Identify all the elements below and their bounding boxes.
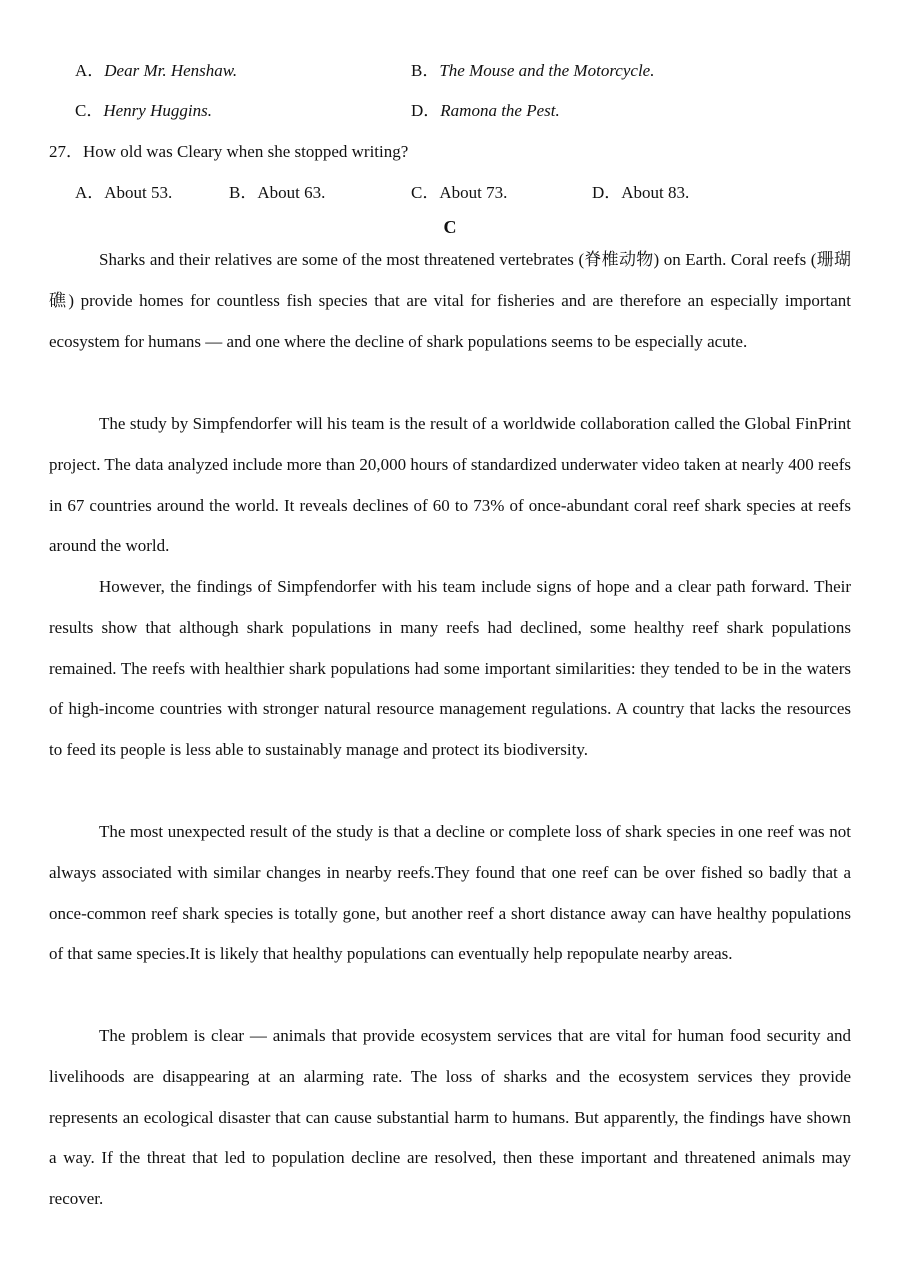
passage-paragraph-2: The study by Simpfendorfer will his team is the result of a worldwide collaboration called the Global FinPrint project. The data analyzed include more than 20,000 hours of standardized underwater video taken at nearly 400 reefs in 67 countries around the world. It reveals declines of 60 to 73% of once-abundant coral reef shark species at reefs around the world. xyxy=(49,414,851,556)
option-letter: A． xyxy=(75,61,105,80)
q26-option-d xyxy=(411,99,560,123)
q27-option-c: C．About 73. xyxy=(411,183,508,202)
passage-paragraph-1: Sharks and their relatives are some of the most threatened vertebrates (脊椎动物) on Earth. Coral reefs (珊瑚礁) provide homes for countless fish species that are vital for fisheries and are therefore an especially important ecosystem for humans — and one where the decline of shark populations seems to be especially acute. xyxy=(49,250,851,351)
option-letter: B． xyxy=(411,61,440,80)
section-heading: C xyxy=(443,217,457,237)
option-text: Dear Mr. Henshaw. xyxy=(104,61,238,80)
q27-option-b: B．About 63. xyxy=(229,183,326,202)
passage-paragraph-3: However, the findings of Simpfendorfer with his team include signs of hope and a clear path forward. Their results show that although shark populations in many reefs had declined, some healthy reef shark populations remained. The reefs with healthier shark populations had some important similarities: they tended to be in the waters of high-income countries with stronger natural resource management regulations. A country that lacks the resources to feed its people is less able to sustainably manage and protect its biodiversity. xyxy=(49,577,851,760)
option-text: Ramona the Pest. xyxy=(440,101,560,120)
option-letter: D． xyxy=(411,101,441,120)
q27-stem: 27．How old was Cleary when she stopped writing? xyxy=(49,142,409,161)
q27-option-a: A．About 53. xyxy=(75,183,173,202)
q26-option-b xyxy=(411,59,654,83)
option-text: The Mouse and the Motorcycle. xyxy=(439,61,655,80)
passage-paragraph-5: The problem is clear — animals that provide ecosystem services that are vital for human food security and livelihoods are disappearing at an alarming rate. The loss of sharks and the ecosystem services they provide represents an ecological disaster that can cause substantial harm to humans. But apparently, the findings have shown a way. If the threat that led to population decline are resolved, then these important and threatened animals may recover. xyxy=(49,1026,851,1209)
option-letter: C． xyxy=(75,101,104,120)
option-text: Henry Huggins. xyxy=(103,101,212,120)
q27-option-d: D．About 83. xyxy=(592,183,690,202)
q26-option-a xyxy=(75,59,237,83)
q26-option-c xyxy=(75,99,212,123)
passage-paragraph-4: The most unexpected result of the study is that a decline or complete loss of shark species in one reef was not always associated with similar changes in nearby reefs.They found that one reef can be over fished so badly that a once-common reef shark species is totally gone, but another reef a short distance away can have healthy populations of that same species.It is likely that healthy populations can eventually help repopulate nearby areas. xyxy=(49,822,851,964)
